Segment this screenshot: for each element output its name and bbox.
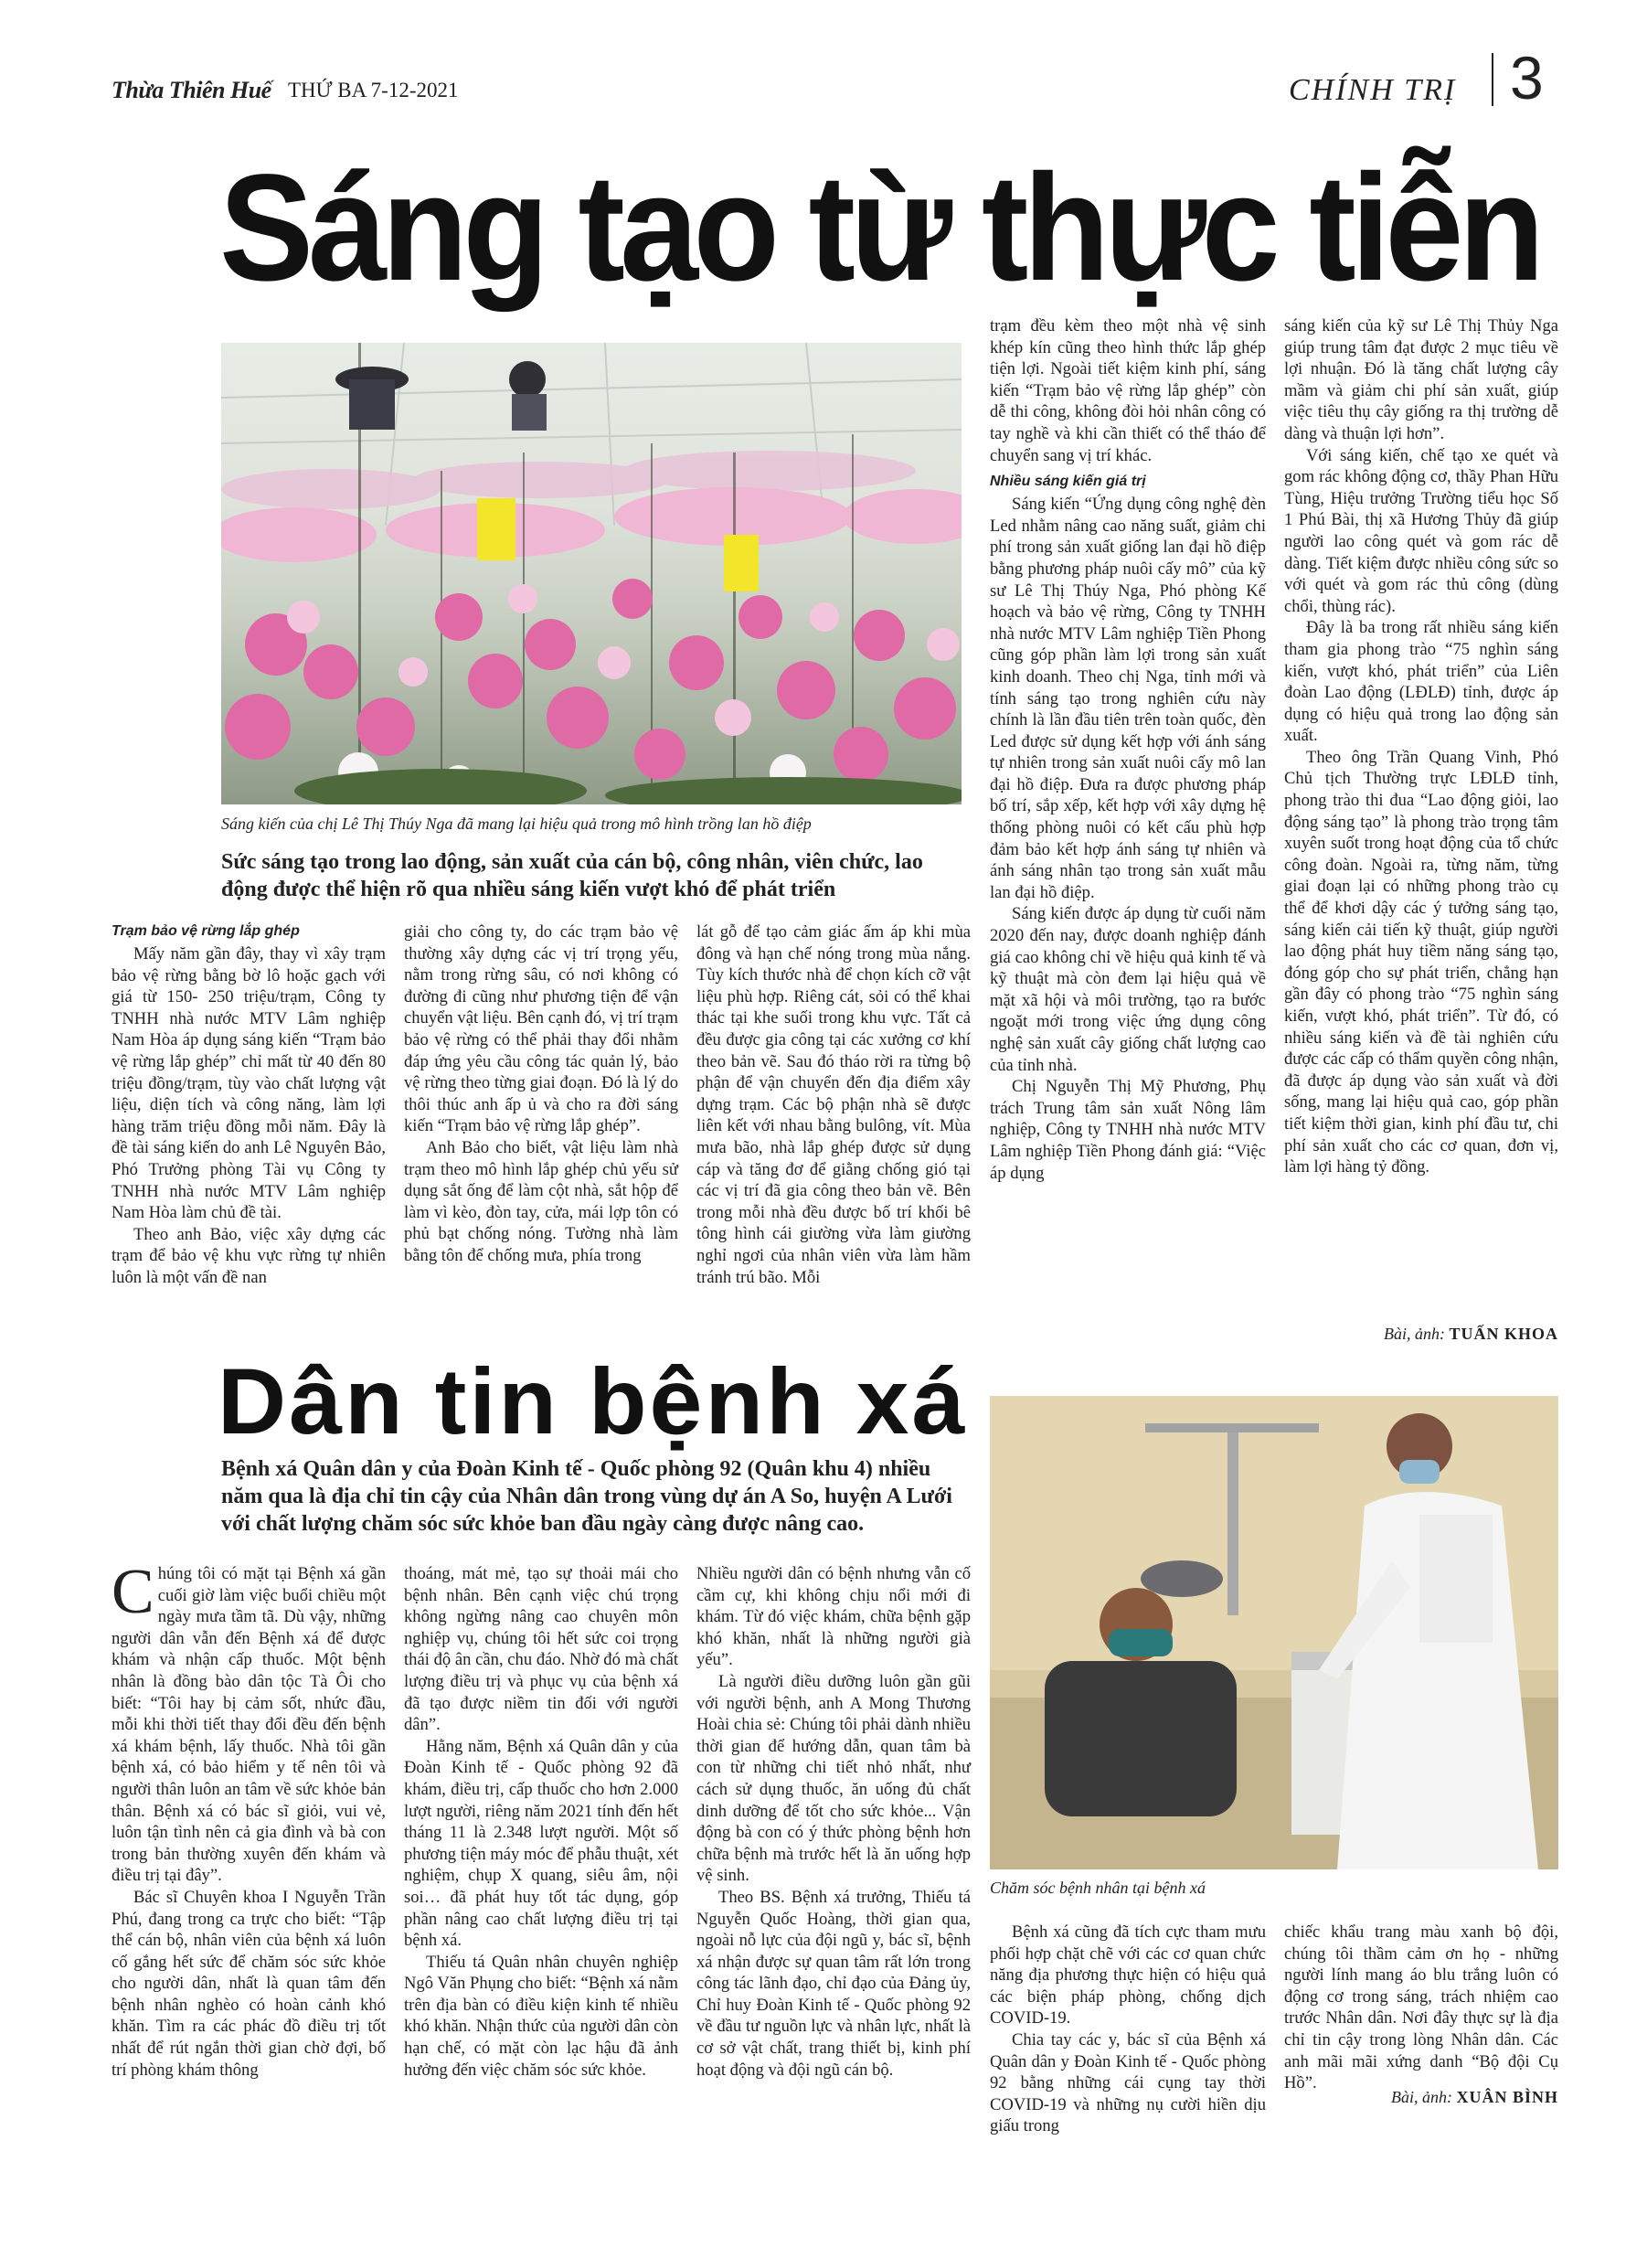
article1-column-4	[990, 315, 1266, 1184]
paragraph: Sáng kiến được áp dụng từ cuối năm 2020 đến nay, được doanh nghiệp đánh giá cao không chỉ về hiệu quả kinh tế và kỹ thuật mà còn đem lại hiệu quả về mặt xã hội và môi trường, tạo ra bước ngoặt mới trong việc ứng dụng công nghệ sản xuất cây giống chất lượng cao của tỉnh nhà.	[990, 904, 1266, 1075]
byline-author: XUÂN BÌNH	[1456, 2088, 1558, 2106]
article2-photo-caption: Chăm sóc bệnh nhân tại bệnh xá	[990, 1879, 1206, 1897]
page-number: 3	[1510, 44, 1544, 112]
byline-prefix: Bài, ảnh:	[1390, 2088, 1452, 2106]
article1-column-1	[112, 921, 386, 1289]
drop-cap: C	[112, 1557, 154, 1627]
article2-column-5	[1284, 1922, 1558, 2094]
paragraph: Đây là ba trong rất nhiều sáng kiến tham gia phong trào “75 nghìn sáng kiến, vượt khó, phát triển” của Liên đoàn Lao động (LĐLĐ) tỉnh, được áp dụng có hiệu quả trong lao động sản xuất.	[1284, 618, 1558, 746]
paragraph: Sáng kiến “Ứng dụng công nghệ đèn Led nhằm nâng cao năng suất, giảm chi phí trong sản xuất giống lan đại hồ điệp bằng phương pháp nuôi cấy mô” của kỹ sư Lê Thị Thúy Nga, Phó phòng Kế hoạch và bảo vệ rừng, Công ty TNHH nhà nước MTV Lâm nghiệp Tiền Phong cũng góp phần làm lợi trong sản xuất kinh doanh. Theo chị Nga, tỉnh mới và tính sáng tạo trong nghiên cứu này chính là lần đầu tiên trên toàn quốc, đèn Led được sử dụng kết hợp với ánh sáng tự nhiên trong sản xuất nuôi cấy mô lan đại hồ điệp. Đưa ra được phương pháp bố trí, sắp xếp, kết hợp với xây dựng hệ thống phòng nuôi có kết cấu phù hợp đảm bảo kết hợp ánh sáng tự nhiên và ánh sáng nhân tạo trong sản xuất mẫu lan đại hồ điệp.	[990, 495, 1266, 902]
clinic-photo	[990, 1396, 1558, 1869]
section-name: CHÍNH TRỊ	[1289, 73, 1457, 107]
paragraph: Bác sĩ Chuyên khoa I Nguyễn Trần Phú, đang trong ca trực cho biết: “Tập thể cán bộ, nhân viên của bệnh xá luôn cố gắng hết sức để chăm sóc sức khỏe cho người dân, nhất là quan tâm đến bệnh nhân nghèo có hoàn cảnh khó khăn. Tìm ra các phác đồ điều trị tốt nhất để rút ngắn thời gian chờ đợi, bố trí phòng khám thông	[112, 1887, 386, 2080]
paragraph: chiếc khẩu trang màu xanh bộ đội, chúng tôi thầm cảm ơn họ - những người lính mang áo blu trắng luôn có động cơ trong sáng, trách nhiệm cao trước Nhân dân. Nơi đây thực sự là địa chỉ tin cậy trong lòng Nhân dân. Các anh mãi mãi xứng danh “Bộ đội Cụ Hồ”.	[1284, 1922, 1558, 2093]
paragraph: Là người điều dưỡng luôn gần gũi với người bệnh, anh A Mong Thương Hoài chia sẻ: Chúng tôi phải dành nhiều thời gian để hướng dẫn, quan tâm bà con từ những chi tiết nhỏ nhất, như cách sử dụng thuốc, ăn uống đủ chất dinh dưỡng để tốt cho sức khỏe... Vận động bà con có ý thức phòng bệnh hơn chữa bệnh mà trước hết là ăn uống hợp vệ sinh.	[696, 1671, 971, 1886]
article1-photo-caption: Sáng kiến của chị Lê Thị Thúy Nga đã mang lại hiệu quả trong mô hình trồng lan hồ điệp	[221, 815, 812, 833]
paragraph: Anh Bảo cho biết, vật liệu làm nhà trạm theo mô hình lắp ghép chủ yếu sử dụng sắt ống để làm cột nhà, sắt hộp để làm vì kèo, đòn tay, cửa, mái lợp tôn có phủ bạt chống nóng. Tường nhà làm bằng tôn để chống mưa, phía trong	[404, 1137, 678, 1265]
header-divider	[1492, 53, 1493, 106]
article1-column-5	[1284, 315, 1558, 1178]
article1-lead: Sức sáng tạo trong lao động, sản xuất của cán bộ, công nhân, viên chức, lao động được thể hiện rõ qua nhiều sáng kiến vượt khó để phát triển	[221, 850, 923, 901]
clinic-care-image	[990, 1396, 1558, 1869]
paragraph: sáng kiến của kỹ sư Lê Thị Thủy Nga giúp trung tâm đạt được 2 mục tiêu về lợi nhuận. Đó là tăng chất lượng cây mầm và giảm chi phí sản xuất, giúp việc tiêu thụ cây giống ra thị trường dễ dàng và thuận lợi hơn”.	[1284, 316, 1558, 443]
paragraph: Chia tay các y, bác sĩ của Bệnh xá Quân dân y Đoàn Kinh tế - Quốc phòng 92 bằng những cái cụng tay thời COVID-19 và những nụ cười hiền dịu giấu trong	[990, 2029, 1266, 2136]
article2-lead: Bệnh xá Quân dân y của Đoàn Kinh tế - Quốc phòng 92 (Quân khu 4) nhiều năm qua là địa chỉ tin cậy của Nhân dân trong vùng dự án A So, huyện A Lưới với chất lượng chăm sóc sức khỏe ban đầu ngày càng được nâng cao.	[221, 1457, 952, 1536]
paragraph	[112, 1557, 386, 1887]
byline-author: TUẤN KHOA	[1449, 1325, 1558, 1343]
paragraph: giải cho công ty, do các trạm bảo vệ thường xây dựng các vị trí trọng yếu, nằm trong rừng sâu, có nơi không có đường đi cũng như phương tiện để vận chuyển vật liệu. Bên cạnh đó, vị trí trạm bảo vệ rừng có thể phải thay đổi nhằm đáp ứng yêu cầu công tác quản lý, bảo vệ rừng theo từng giai đoạn. Đó là lý do thôi thúc anh ấp ủ và cho ra đời sáng kiến “Trạm bảo vệ rừng lắp ghép”.	[404, 922, 678, 1136]
subhead-forest-station: Trạm bảo vệ rừng lắp ghép	[112, 923, 300, 939]
orchid-greenhouse-image	[221, 343, 962, 804]
paragraph: Hằng năm, Bệnh xá Quân dân y của Đoàn Kinh tế - Quốc phòng 92 đã khám, điều trị, cấp thuốc cho hơn 2.000 lượt người, riêng năm 2021 tính đến hết tháng 11 là 2.348 lượt người. Một số phương tiện máy móc để phẫu thuật, xét nghiệm, chụp X quang, siêu âm, nội soi… đã phát huy tốt tác dụng, góp phần nâng cao chất lượng điều trị tại bệnh xá.	[404, 1736, 678, 1951]
paragraph: lát gỗ để tạo cảm giác ấm áp khi mùa đông và hạn chế nóng trong mùa nắng. Tùy kích thước nhà để chọn kích cỡ vật liệu phù hợp. Riêng cát, sỏi có thể khai thác tại khe suối trong khu vực. Tất cả đều được gia công tại các xưởng cơ khí theo bản vẽ. Sau đó tháo rời ra từng bộ phận để vận chuyển đến địa điểm xây dựng trạm. Các bộ phận nhà sẽ được liên kết với nhau bằng bulông, vít. Mùa mưa bão, nhà lắp ghép được sử dụng cáp và tăng đơ để giằng chống gió tại các vị trí đã gia công theo bản vẽ. Bên trong mỗi nhà đều được bố trí khối bê tông hình cái giường vừa làm giường nghỉ ngơi của nhân viên vừa làm hầm tránh trú bão. Mỗi	[696, 922, 971, 1287]
paragraph: Theo ông Trần Quang Vinh, Phó Chủ tịch Thường trực LĐLĐ tỉnh, phong trào thi đua “Lao động giỏi, lao động sáng tạo” là phong trào trọng tâm xuyên suốt trong hoạt động của tổ chức công đoàn. Ngoài ra, từng năm, từng giai đoạn lại có những phong trào cụ thể để khơi dậy các ý tưởng sáng tạo, sáng kiến cải tiến kỹ thuật, giúp người lao động phát huy tiềm năng sáng tạo, đóng góp cho sự phát triển, chẳng hạn gần đây có phong trào “75 nghìn sáng kiến, vượt khó, phát triển”. Từ đó, có nhiều sáng kiến và đề tài nghiên cứu được các cấp có thẩm quyền công nhận, đã được áp dụng vào sản xuất và đời sống, mang lại hiệu quả cao, góp phần tiết kiệm thời gian, kinh phí đầu tư, chi phí sản xuất cho các cơ quan, đơn vị, làm lợi hàng tỷ đồng.	[1284, 747, 1558, 1177]
article2-title: Dân tin bệnh xá	[218, 1349, 968, 1453]
article2-byline	[1284, 2088, 1558, 2107]
article2-column-3	[696, 1563, 971, 2081]
article1-byline	[1284, 1325, 1558, 1344]
paragraph: Theo BS. Bệnh xá trưởng, Thiếu tá Nguyễn Quốc Hoàng, thời gian qua, ngoài nỗ lực của đội ngũ y, bác sĩ, bệnh xá nhận được sự quan tâm rất lớn trong công tác lãnh đạo, chỉ đạo của Đảng ủy, Chỉ huy Đoàn Kinh tế - Quốc phòng 92 về đầu tư nguồn lực và nhân lực, nhất là cơ sở vật chất, trang thiết bị, kinh phí hoạt động và đội ngũ cán bộ.	[696, 1887, 971, 2080]
paragraph: trạm đều kèm theo một nhà vệ sinh khép kín cũng theo hình thức lắp ghép tiện lợi. Ngoài tiết kiệm kinh phí, sáng kiến “Trạm bảo vệ rừng lắp ghép” còn dễ thi công, không đòi hỏi nhân công có tay nghề và khi cần thiết có thể tháo để chuyển sang vị trí khác.	[990, 316, 1266, 465]
article2-column-4	[990, 1922, 1266, 2137]
article2-column-1	[112, 1557, 386, 2081]
paragraph: Với sáng kiến, chế tạo xe quét và gom rác không động cơ, thầy Phan Hữu Tùng, Hiệu trưởng Trường tiểu học Số 1 Phú Bài, thị xã Hương Thủy đã giúp người lao công quét và gom rác dễ dàng. Tiết kiệm được nhiều công sức so với quét và gom rác thủ công (dùng chổi, thùng rác).	[1284, 445, 1558, 616]
article2-column-2	[404, 1563, 678, 2081]
publication-name: Thừa Thiên Huế	[112, 77, 271, 103]
paragraph: Theo anh Bảo, việc xây dựng các trạm để bảo vệ khu vực rừng tự nhiên luôn là một vấn đề nan	[112, 1224, 386, 1287]
issue-date: THỨ BA 7-12-2021	[288, 79, 459, 101]
article1-column-2	[404, 921, 678, 1267]
paragraph: thoáng, mát mẻ, tạo sự thoải mái cho bệnh nhân. Bên cạnh việc chú trọng không ngừng nâng cao chuyên môn nghiệp vụ, chúng tôi hết sức coi trọng thái độ ân cần, chu đáo. Nhờ đó mà chất lượng điều trị và phục vụ của bệnh xá đã tạo được niềm tin đối với người dân”.	[404, 1564, 678, 1735]
byline-prefix: Bài, ảnh:	[1383, 1325, 1445, 1343]
paragraph-text: húng tôi có mặt tại Bệnh xá gần cuối giờ làm việc buổi chiều một ngày mưa tầm tã. Dù vậy, những người dân vẫn đến Bệnh xá để được khám và nhận cấp thuốc. Một bệnh nhân là đồng bào dân tộc Tà Ôi cho biết: “Tôi hay bị cảm sốt, nhức đầu, mỗi khi thời tiết thay đổi đều đến bệnh xá khám bệnh, lấy thuốc. Nhà tôi gần bệnh xá, có bảo hiểm y tế nên tôi và người thân luôn an tâm về sức khỏe bản thân. Bệnh xá có bác sĩ giỏi, vui vẻ, luôn tận tình nên cả gia đình và bà con trong bản thường xuyên đến khám và điều trị tại đây”.	[112, 1564, 386, 1886]
paragraph: Chị Nguyễn Thị Mỹ Phương, Phụ trách Trung tâm sản xuất Nông lâm nghiệp, Công ty TNHH nhà nước MTV Lâm nghiệp Tiền Phong đánh giá: “Việc áp dụng	[990, 1077, 1266, 1183]
article1-title: Sáng tạo từ thực tiễn	[219, 144, 1540, 313]
orchid-photo	[221, 343, 962, 804]
paragraph: Bệnh xá cũng đã tích cực tham mưu phối hợp chặt chẽ với các cơ quan chức năng địa phương thực hiện có hiệu quả các biện pháp phòng, chống dịch COVID-19.	[990, 1922, 1266, 2028]
article1-column-3	[696, 921, 971, 1288]
paragraph: Nhiều người dân có bệnh nhưng vẫn cố cầm cự, khi không chịu nổi mới đi khám. Từ đó việc khám, chữa bệnh gặp khó khăn, nhất là những người già yếu”.	[696, 1564, 971, 1670]
subhead-valuable-initiatives: Nhiều sáng kiến giá trị	[990, 474, 1146, 490]
paragraph: Mấy năm gần đây, thay vì xây trạm bảo vệ rừng bằng bờ lô hoặc gạch với giá từ 150- 250 triệu/trạm, Công ty TNHH nhà nước MTV Lâm nghiệp Nam Hòa áp dụng sáng kiến “Trạm bảo vệ rừng lắp ghép” chỉ mất từ 40 đến 80 triệu đồng/trạm, tùy vào chất lượng vật liệu, diện tích và công năng, làm lợi hàng trăm triệu đồng mỗi năm. Đây là đề tài sáng kiến do anh Lê Nguyên Bảo, Phó Trưởng phòng Tài vụ Công ty TNHH nhà nước MTV Lâm nghiệp Nam Hòa làm chủ đề tài.	[112, 944, 386, 1223]
paragraph: Thiếu tá Quân nhân chuyên nghiệp Ngô Văn Phụng cho biết: “Bệnh xá nằm trên địa bàn có điều kiện kinh tế nhiều khó khăn. Nhận thức của người dân còn hạn chế, có mặt còn lạc hậu đã ảnh hưởng đến việc chăm sóc sức khỏe.	[404, 1952, 678, 2080]
